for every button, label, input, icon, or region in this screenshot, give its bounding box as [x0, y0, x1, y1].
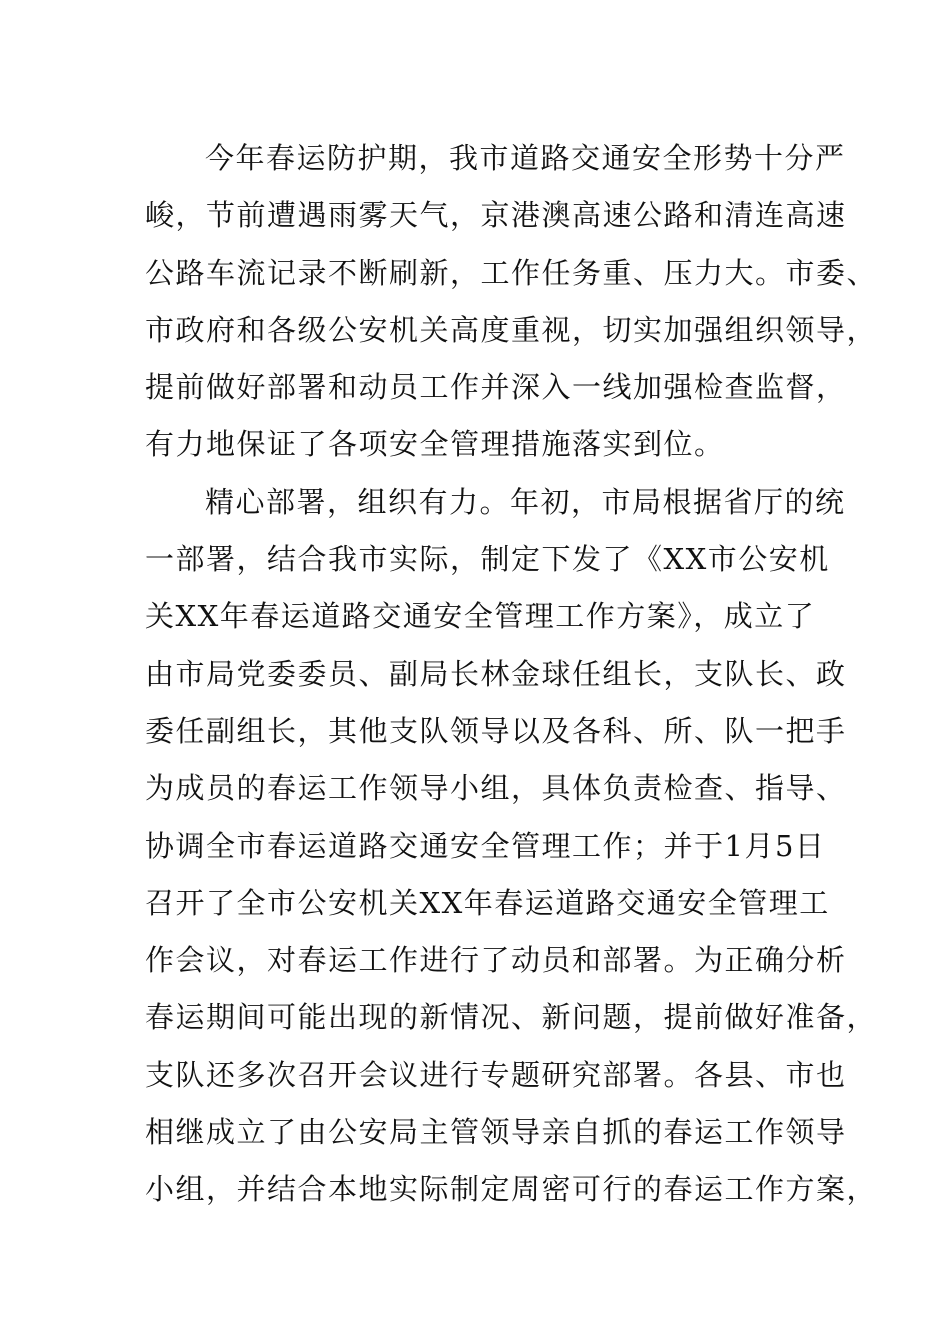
paragraph-1-line-3: 公路车流记录不断刷新，工作任务重、压力大。市委、 [145, 255, 878, 290]
paragraph-2-line-13: 小组，并结合本地实际制定周密可行的春运工作方案， [145, 1172, 878, 1207]
document-body [145, 130, 878, 1219]
paragraph-2-line-8: 召开了全市公安机关XX年春运道路交通安全管理工 [145, 885, 830, 920]
paragraph-2-line-2: 一部署，结合我市实际，制定下发了《XX市公安机 [145, 542, 830, 577]
paragraph-2-line-3: 关XX年春运道路交通安全管理工作方案》，成立了 [145, 599, 816, 634]
paragraph-1-line-6: 有力地保证了各项安全管理措施落实到位。 [145, 427, 725, 462]
paragraph-1-line-4: 市政府和各级公安机关高度重视，切实加强组织领导， [145, 312, 878, 347]
paragraph-1-line-1: 今年春运防护期，我市道路交通安全形势十分严 [205, 141, 846, 175]
paragraph-2-line-5: 委任副组长，其他支队领导以及各科、所、队一把手 [145, 713, 847, 748]
paragraph-2-line-11: 支队还多次召开会议进行专题研究部署。各县、市也 [145, 1057, 847, 1092]
paragraph-2-line-10: 春运期间可能出现的新情况、新问题，提前做好准备， [145, 1000, 878, 1035]
paragraph-2-line-9: 作会议，对春运工作进行了动员和部署。为正确分析 [145, 943, 847, 978]
paragraph-1-line-2: 峻，节前遭遇雨雾天气，京港澳高速公路和清连高速 [145, 198, 847, 233]
paragraph-1-line-5: 提前做好部署和动员工作并深入一线加强检查监督， [145, 370, 847, 405]
paragraph-2-line-7: 协调全市春运道路交通安全管理工作；并于1月5日 [145, 828, 826, 863]
paragraph-2-line-1: 精心部署，组织有力。年初，市局根据省厅的统 [205, 484, 846, 519]
paragraph-2-line-12: 相继成立了由公安局主管领导亲自抓的春运工作领导 [145, 1115, 847, 1150]
paragraph-2-line-6: 为成员的春运工作领导小组，具体负责检查、指导、 [145, 771, 847, 806]
paragraph-2-line-4: 由市局党委委员、副局长林金球任组长，支队长、政 [145, 656, 847, 691]
